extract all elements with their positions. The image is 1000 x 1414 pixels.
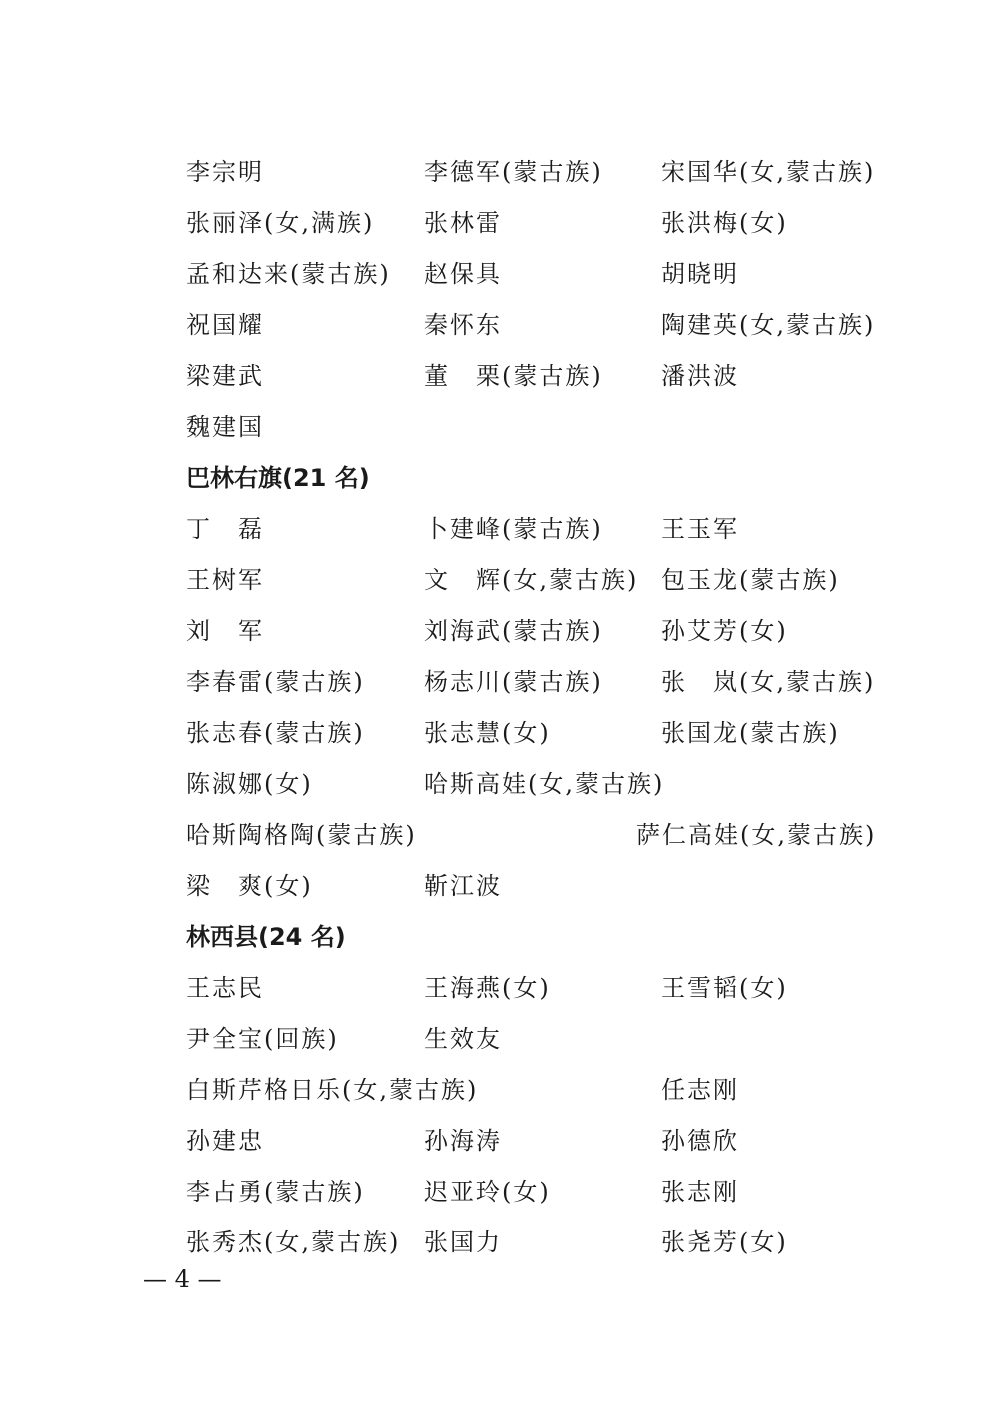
list-item: 潘洪波 — [661, 362, 739, 390]
list-item: 胡晓明 — [661, 260, 739, 288]
list-item: 张 岚(女,蒙古族) — [661, 668, 876, 696]
list-item: 生效友 — [424, 1025, 502, 1053]
list-row — [0, 509, 1000, 549]
list-row — [0, 152, 1000, 192]
list-row — [0, 1172, 1000, 1212]
list-item: 李春雷(蒙古族) — [186, 668, 365, 696]
list-item: 卜建峰(蒙古族) — [424, 515, 603, 543]
list-item: 祝国耀 — [186, 311, 264, 339]
list-row — [0, 968, 1000, 1008]
list-item: 白斯芹格日乐(女,蒙古族) — [186, 1076, 479, 1104]
list-row — [0, 1222, 1000, 1262]
list-item: 孙艾芳(女) — [661, 617, 788, 645]
list-item: 孟和达来(蒙古族) — [186, 260, 391, 288]
list-item: 杨志川(蒙古族) — [424, 668, 603, 696]
list-item: 王玉军 — [661, 515, 739, 543]
list-item: 刘 军 — [186, 617, 264, 645]
list-item: 梁建武 — [186, 362, 264, 390]
list-row — [0, 560, 1000, 600]
section-heading-name: 林西县 — [186, 923, 258, 951]
list-row — [0, 407, 1000, 447]
list-item: 哈斯高娃(女,蒙古族) — [424, 770, 665, 798]
section-heading-count: (21 名) — [282, 464, 370, 492]
list-item: 梁 爽(女) — [186, 872, 313, 900]
list-item: 李宗明 — [186, 158, 264, 186]
section-heading-linxixian — [186, 917, 346, 957]
list-item: 王树军 — [186, 566, 264, 594]
section-heading-count: (24 名) — [258, 923, 346, 951]
list-item: 刘海武(蒙古族) — [424, 617, 603, 645]
list-row — [0, 305, 1000, 345]
list-row — [0, 203, 1000, 243]
list-item: 丁 磊 — [186, 515, 264, 543]
list-item: 张丽泽(女,满族) — [186, 209, 375, 237]
list-row — [0, 1121, 1000, 1161]
list-row — [0, 356, 1000, 396]
list-item: 陈淑娜(女) — [186, 770, 313, 798]
list-item: 张国龙(蒙古族) — [661, 719, 840, 747]
list-item: 靳江波 — [424, 872, 502, 900]
list-item: 任志刚 — [661, 1076, 739, 1104]
list-item: 董 栗(蒙古族) — [424, 362, 603, 390]
list-item: 孙海涛 — [424, 1127, 502, 1155]
list-item: 王雪韬(女) — [661, 974, 788, 1002]
list-row — [0, 1070, 1000, 1110]
list-row — [0, 866, 1000, 906]
list-item: 张尧芳(女) — [661, 1228, 788, 1256]
list-item: 张志刚 — [661, 1178, 739, 1206]
list-item: 张洪梅(女) — [661, 209, 788, 237]
list-item: 陶建英(女,蒙古族) — [661, 311, 876, 339]
list-item: 包玉龙(蒙古族) — [661, 566, 840, 594]
list-item: 孙德欣 — [661, 1127, 739, 1155]
list-item: 宋国华(女,蒙古族) — [661, 158, 876, 186]
section-heading-name: 巴林右旗 — [186, 464, 282, 492]
list-item: 尹全宝(回族) — [186, 1025, 339, 1053]
list-item: 魏建国 — [186, 413, 264, 441]
list-item: 王海燕(女) — [424, 974, 551, 1002]
list-row — [0, 1019, 1000, 1059]
list-item: 文 辉(女,蒙古族) — [424, 566, 639, 594]
list-item: 哈斯陶格陶(蒙古族) — [186, 821, 417, 849]
list-row — [0, 611, 1000, 651]
list-item: 李占勇(蒙古族) — [186, 1178, 365, 1206]
list-item: 王志民 — [186, 974, 264, 1002]
list-item: 李德军(蒙古族) — [424, 158, 603, 186]
list-item: 张国力 — [424, 1228, 502, 1256]
list-item: 孙建忠 — [186, 1127, 264, 1155]
list-item: 赵保具 — [424, 260, 502, 288]
list-item: 迟亚玲(女) — [424, 1178, 551, 1206]
list-row — [0, 815, 1000, 855]
list-item: 张秀杰(女,蒙古族) — [186, 1228, 401, 1256]
list-item: 张志慧(女) — [424, 719, 551, 747]
list-row — [0, 764, 1000, 804]
page-number: — 4 — — [143, 1265, 222, 1293]
section-heading-balinyouqi — [186, 458, 370, 498]
list-row — [0, 713, 1000, 753]
list-row — [0, 254, 1000, 294]
list-row — [0, 662, 1000, 702]
list-item: 张林雷 — [424, 209, 502, 237]
list-item: 张志春(蒙古族) — [186, 719, 365, 747]
list-item: 秦怀东 — [424, 311, 502, 339]
list-item: 萨仁高娃(女,蒙古族) — [636, 821, 877, 849]
